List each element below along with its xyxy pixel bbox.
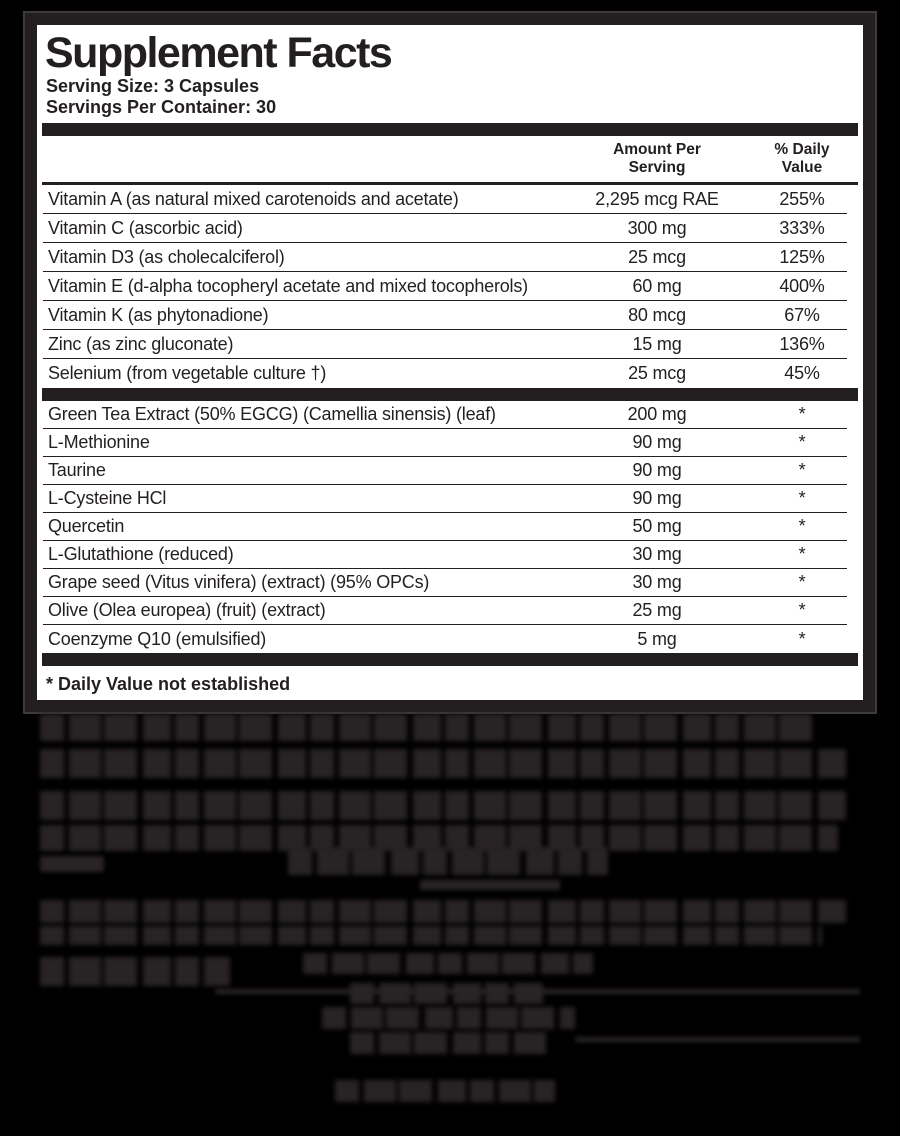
ingredient-amount: 90 mg <box>632 460 682 480</box>
ingredient-amount: 30 mg <box>632 572 682 592</box>
divider-bar-bottom <box>42 653 858 666</box>
vitamins-section <box>43 185 857 388</box>
ingredient-dv: 67% <box>784 304 820 325</box>
ingredient-dv: 125% <box>779 246 825 267</box>
blurred-text-line <box>40 791 846 820</box>
obscured-footer-text <box>0 712 900 1136</box>
table-row <box>43 243 847 272</box>
blurred-text-line <box>420 880 560 890</box>
ingredient-name: Vitamin C (ascorbic acid) <box>48 217 243 238</box>
ingredient-amount: 80 mcg <box>628 304 686 325</box>
blurred-text-line <box>350 983 543 1004</box>
daily-value-footnote: * Daily Value not established <box>46 674 291 694</box>
header-amount-cell <box>557 141 757 177</box>
panel-title: Supplement Facts <box>45 29 392 77</box>
ingredient-name: Olive (Olea europea) (fruit) (extract) <box>48 600 326 620</box>
ingredient-amount: 2,295 mcg RAE <box>595 188 719 209</box>
blurred-text-line <box>335 1080 555 1102</box>
ingredient-dv: 400% <box>779 275 825 296</box>
ingredient-name: Zinc (as zinc gluconate) <box>48 333 234 354</box>
ingredient-dv: * <box>798 404 806 424</box>
ingredient-amount: 15 mg <box>632 333 682 354</box>
ingredient-dv: * <box>798 432 806 452</box>
table-row <box>43 301 847 330</box>
divider-bar-top <box>42 123 858 136</box>
table-row <box>43 625 847 653</box>
ingredient-dv: * <box>798 572 806 592</box>
table-row <box>43 485 847 513</box>
ingredient-name: L-Methionine <box>48 432 150 452</box>
blurred-text-line <box>40 856 104 872</box>
ingredient-name: Vitamin D3 (as cholecalciferol) <box>48 246 285 267</box>
ingredient-amount: 200 mg <box>627 404 687 424</box>
ingredient-dv: 255% <box>779 188 825 209</box>
ingredient-amount: 5 mg <box>637 628 677 649</box>
table-row <box>43 185 847 214</box>
botanical-section <box>43 401 857 653</box>
supplement-facts-panel <box>25 13 875 712</box>
ingredient-amount: 90 mg <box>632 432 682 452</box>
blurred-text-line <box>40 749 846 778</box>
ingredient-amount: 25 mcg <box>628 246 686 267</box>
table-row <box>43 401 847 429</box>
ingredient-dv: * <box>798 516 806 536</box>
blurred-text-line <box>303 953 593 974</box>
ingredient-name: Selenium (from vegetable culture †) <box>48 363 327 383</box>
table-row <box>43 214 847 243</box>
blurred-text-line <box>288 847 608 875</box>
blurred-text-line <box>322 1007 575 1029</box>
amount-per-serving-header: Amount Per Serving <box>613 141 701 176</box>
table-row <box>43 569 847 597</box>
blurred-text-line <box>40 714 812 741</box>
serving-size: Serving Size: 3 Capsules <box>46 76 260 96</box>
header-dv-cell <box>757 141 847 177</box>
ingredient-dv: * <box>798 488 806 508</box>
blurred-text-line <box>40 926 822 945</box>
blurred-text-line <box>350 1032 547 1054</box>
ingredient-amount: 50 mg <box>632 516 682 536</box>
ingredient-dv: 45% <box>784 363 820 383</box>
ingredient-dv: * <box>798 544 806 564</box>
ingredient-dv: 333% <box>779 217 825 238</box>
blurred-text-line <box>575 1037 860 1042</box>
ingredient-amount: 300 mg <box>627 217 687 238</box>
ingredient-dv: * <box>798 628 806 649</box>
ingredient-amount: 25 mcg <box>628 363 686 383</box>
divider-bar-middle <box>42 388 858 401</box>
ingredient-amount: 60 mg <box>632 275 682 296</box>
ingredient-name: Vitamin K (as phytonadione) <box>48 304 269 325</box>
blurred-text-line <box>40 957 230 986</box>
blurred-text-line <box>40 900 846 923</box>
ingredient-name: Vitamin A (as natural mixed carotenoids and acetate) <box>48 188 459 209</box>
table-row <box>43 429 847 457</box>
ingredient-dv: 136% <box>779 333 825 354</box>
ingredient-name: Quercetin <box>48 516 125 536</box>
ingredient-name: L-Cysteine HCl <box>48 488 167 508</box>
ingredient-name: Taurine <box>48 460 106 480</box>
table-row <box>43 457 847 485</box>
servings-per-container: Servings Per Container: 30 <box>46 97 277 117</box>
table-row <box>43 359 847 388</box>
ingredient-dv: * <box>798 460 806 480</box>
ingredient-name: L-Glutathione (reduced) <box>48 544 234 564</box>
ingredient-name: Vitamin E (d-alpha tocopheryl acetate and mixed tocopherols) <box>48 275 528 296</box>
ingredient-dv: * <box>798 600 806 620</box>
ingredient-name: Green Tea Extract (50% EGCG) (Camellia sinensis) (leaf) <box>48 404 496 424</box>
ingredient-amount: 25 mg <box>632 600 682 620</box>
table-row <box>43 597 847 625</box>
table-header-row <box>43 136 857 182</box>
ingredient-amount: 30 mg <box>632 544 682 564</box>
table-row <box>43 513 847 541</box>
ingredient-amount: 90 mg <box>632 488 682 508</box>
ingredient-name: Grape seed (Vitus vinifera) (extract) (95% OPCs) <box>48 572 430 592</box>
table-row <box>43 330 847 359</box>
table-row <box>43 272 847 301</box>
percent-daily-value-header: % Daily Value <box>774 141 830 176</box>
ingredient-name: Coenzyme Q10 (emulsified) <box>48 628 267 649</box>
table-row <box>43 541 847 569</box>
